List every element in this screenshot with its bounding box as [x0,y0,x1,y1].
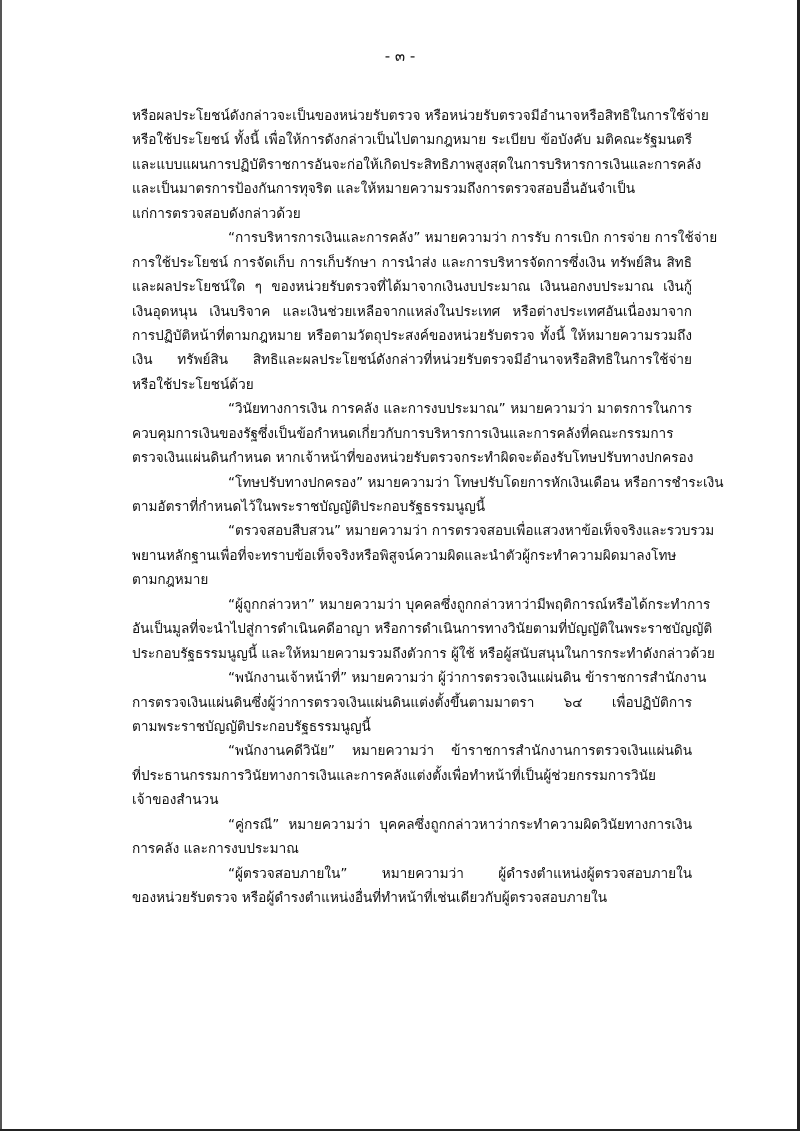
paragraph-first-line: “ผู้ตรวจสอบภายใน” หมายความว่า ผู้ดำรงตำแหน่งผู้ตรวจสอบภายใน [228,865,692,882]
page-number: - ๓ - [384,47,416,65]
paragraph-line: ที่ประธานกรรมการวินัยทางการเงินและการคลังแต่งตั้งเพื่อทำหน้าที่เป็นผู้ช่วยกรรมการวินัย [132,767,656,784]
paragraph-first-line: “พนักงานเจ้าหน้าที่” หมายความว่า ผู้ว่าการตรวจเงินแผ่นดิน ข้าราชการสำนักงาน [228,670,707,687]
paragraph-line: ตามอัตราที่กำหนดไว้ในพระราชบัญญัติประกอบรัฐธรรมนูญนี้ [132,499,486,515]
paragraph-line: พยานหลักฐานเพื่อที่จะทราบข้อเท็จจริงหรือพิสูจน์ความผิดและนำตัวผู้กระทำความผิดมาลงโทษ [132,547,677,564]
paragraph-line: ตามกฎหมาย [132,572,209,589]
paragraph-first-line: “พนักงานคดีวินัย” หมายความว่า ข้าราชการสำนักงานการตรวจเงินแผ่นดิน [228,743,692,760]
paragraph-line: ตรวจเงินแผ่นดินกำหนด หากเจ้าหน้าที่ของหน่วยรับตรวจกระทำผิดจะต้องรับโทษปรับทางปกครอง [132,450,694,467]
paragraph-line: เงิน ทรัพย์สิน สิทธิและผลประโยชน์ดังกล่าวที่หน่วยรับตรวจมีอำนาจหรือสิทธิในการใช้จ่าย [132,352,692,369]
paragraph-line: และเป็นมาตรการป้องกันการทุจริต และให้หมายความรวมถึงการตรวจสอบอื่นอันจำเป็น [132,181,636,198]
paragraph-first-line: “ผู้ถูกกล่าวหา” หมายความว่า บุคคลซึ่งถูกกล่าวหาว่ามีพฤติการณ์หรือได้กระทำการ [228,596,711,613]
document-body [132,104,724,910]
paragraph-line: อันเป็นมูลที่จะนำไปสู่การดำเนินคดีอาญา หรือการดำเนินการทางวินัยตามที่บัญญัติในพระราชบัญญัติ [132,621,713,638]
paragraph-first-line: “โทษปรับทางปกครอง” หมายความว่า โทษปรับโดยการหักเงินเดือน หรือการชำระเงิน [228,474,724,491]
paragraph-first-line: “คู่กรณี” หมายความว่า บุคคลซึ่งถูกกล่าวหาว่ากระทำความผิดวินัยทางการเงิน [228,816,692,833]
paragraph-line: ของหน่วยรับตรวจ หรือผู้ดำรงตำแหน่งอื่นที่ทำหน้าที่เช่นเดียวกับผู้ตรวจสอบภายใน [132,890,608,906]
paragraph-line: ประกอบรัฐธรรมนูญนี้ และให้หมายความรวมถึงตัวการ ผู้ใช้ หรือผู้สนับสนุนในการกระทำดังกล่าวด้วย [132,645,715,662]
paragraph-line: เจ้าของสำนวน [132,792,219,809]
paragraph-line: หรือใช้ประโยชน์ด้วย [132,376,254,393]
paragraph-line: และแบบแผนการปฏิบัติราชการอันจะก่อให้เกิดประสิทธิภาพสูงสุดในการบริหารการเงินและการคลัง [132,156,702,173]
paragraph-line: การตรวจเงินแผ่นดินซึ่งผู้ว่าการตรวจเงินแผ่นดินแต่งตั้งขึ้นตามมาตรา ๖๔ เพื่อปฏิบัติการ [132,694,692,711]
paragraph-line: ตามพระราชบัญญัติประกอบรัฐธรรมนูญนี้ [132,718,371,735]
paragraph-line: การปฏิบัติหน้าที่ตามกฎหมาย หรือตามวัตถุประสงค์ของหน่วยรับตรวจ ทั้งนี้ ให้หมายความรวมถึง [132,327,692,344]
paragraph-line: หรือผลประโยชน์ดังกล่าวจะเป็นของหน่วยรับตรวจ หรือหน่วยรับตรวจมีอำนาจหรือสิทธิในการใช้จ่าย [132,108,709,124]
paragraph-line: และผลประโยชน์ใด ๆ ของหน่วยรับตรวจที่ได้มาจากเงินงบประมาณ เงินนอกงบประมาณ เงินกู้ [132,279,692,296]
paragraph-line: ควบคุมการเงินของรัฐซึ่งเป็นข้อกำหนดเกี่ยวกับการบริหารการเงินและการคลังที่คณะกรรมการ [132,425,674,442]
scan-edge-left [0,0,2,1131]
paragraph-line: การคลัง และการงบประมาณ [132,841,299,858]
paragraph-line: เงินอุดหนุน เงินบริจาค และเงินช่วยเหลือจากแหล่งในประเทศ หรือต่างประเทศอันเนื่องมาจาก [132,303,692,320]
paragraph-first-line: “ตรวจสอบสืบสวน” หมายความว่า การตรวจสอบเพื่อแสวงหาข้อเท็จจริงและรวบรวม [228,523,715,540]
paragraph-line: แก่การตรวจสอบดังกล่าวด้วย [132,205,301,222]
paragraph-line: หรือใช้ประโยชน์ ทั้งนี้ เพื่อให้การดังกล่าวเป็นไปตามกฎหมาย ระเบียบ ข้อบังคับ มติคณะรัฐมนตรี [132,132,692,149]
paragraph-first-line: “วินัยทางการเงิน การคลัง และการงบประมาณ” หมายความว่า มาตรการในการ [228,401,692,418]
paragraph-first-line: “การบริหารการเงินและการคลัง” หมายความว่า การรับ การเบิก การจ่าย การใช้จ่าย [228,230,718,247]
paragraph-line: การใช้ประโยชน์ การจัดเก็บ การเก็บรักษา การนำส่ง และการบริหารจัดการซึ่งเงิน ทรัพย์สิน สิทธิ [132,254,692,271]
